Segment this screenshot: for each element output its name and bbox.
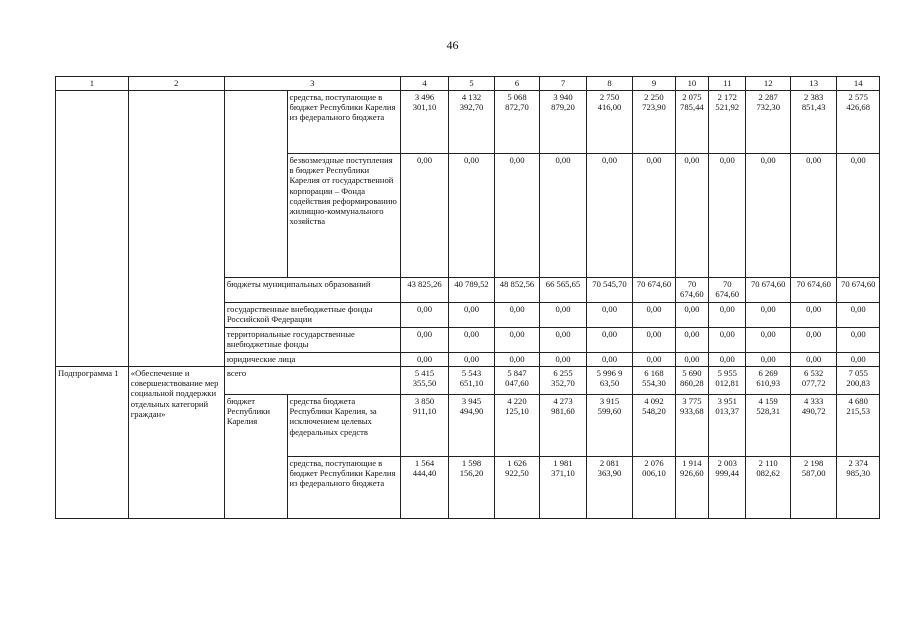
value-cell: 1 981 371,10: [540, 457, 587, 519]
value-cell: 5 996 9 63,50: [586, 367, 633, 395]
value-cell: 5 690 860,28: [675, 367, 708, 395]
value-cell: 1 914 926,60: [675, 457, 708, 519]
value-cell: 0,00: [494, 353, 539, 367]
value-cell: 70 545,70: [586, 278, 633, 303]
table-row: [56, 91, 880, 154]
value-cell: 4 132 392,70: [449, 91, 494, 154]
value-cell: 1 598 156,20: [449, 457, 494, 519]
header-cell: 11: [709, 77, 746, 91]
value-cell: 0,00: [633, 328, 675, 353]
value-cell: 6 269 610,93: [746, 367, 790, 395]
row-label: средства бюджета Республики Карелия, за исключением целевых федеральных средств: [287, 395, 400, 457]
value-cell: 0,00: [400, 353, 449, 367]
subprogram-title: «Обеспечение и совершенствование мер социальной поддержки отдельных категорий граждан»: [128, 367, 224, 519]
value-cell: 0,00: [400, 328, 449, 353]
value-cell: 70 674,60: [633, 278, 675, 303]
value-cell: 5 955 012,81: [709, 367, 746, 395]
value-cell: 0,00: [586, 303, 633, 328]
header-cell: 2: [128, 77, 224, 91]
value-cell: 70 674,60: [709, 278, 746, 303]
value-cell: 0,00: [746, 154, 790, 278]
row-label: государственные внебюджетные фонды Российской Федерации: [224, 303, 400, 328]
value-cell: 0,00: [494, 303, 539, 328]
value-cell: 7 055 200,83: [837, 367, 880, 395]
value-cell: 0,00: [746, 303, 790, 328]
value-cell: 0,00: [790, 303, 837, 328]
value-cell: 0,00: [494, 154, 539, 278]
row-label: юридические лица: [224, 353, 400, 367]
value-cell: 0,00: [586, 328, 633, 353]
value-cell: 0,00: [633, 353, 675, 367]
value-cell: 70 674,60: [837, 278, 880, 303]
value-cell: 48 852,56: [494, 278, 539, 303]
value-cell: 0,00: [837, 303, 880, 328]
empty-cell: [224, 91, 287, 278]
value-cell: 3 945 494,90: [449, 395, 494, 457]
value-cell: 0,00: [675, 303, 708, 328]
value-cell: 2 172 521,92: [709, 91, 746, 154]
header-cell: 10: [675, 77, 708, 91]
header-cell: 4: [400, 77, 449, 91]
value-cell: 2 003 999,44: [709, 457, 746, 519]
header-cell: 14: [837, 77, 880, 91]
value-cell: 0,00: [633, 154, 675, 278]
value-cell: 0,00: [790, 353, 837, 367]
header-cell: 13: [790, 77, 837, 91]
value-cell: 70 674,60: [746, 278, 790, 303]
value-cell: 0,00: [790, 154, 837, 278]
value-cell: 0,00: [494, 328, 539, 353]
value-cell: 2 383 851,43: [790, 91, 837, 154]
value-cell: 0,00: [675, 353, 708, 367]
value-cell: 0,00: [746, 328, 790, 353]
value-cell: 0,00: [540, 303, 587, 328]
value-cell: 4 333 490,72: [790, 395, 837, 457]
value-cell: 6 255 352,70: [540, 367, 587, 395]
row-label: средства, поступающие в бюджет Республики Карелия из федерального бюджета: [287, 457, 400, 519]
row-label: бюджеты муниципальных образований: [224, 278, 400, 303]
empty-cell: [128, 91, 224, 367]
value-cell: 2 075 785,44: [675, 91, 708, 154]
value-cell: 70 674,60: [675, 278, 708, 303]
value-cell: 2 081 363,90: [586, 457, 633, 519]
row-label: всего: [224, 367, 400, 395]
value-cell: 4 092 548,20: [633, 395, 675, 457]
value-cell: 0,00: [709, 328, 746, 353]
value-cell: 2 076 006,10: [633, 457, 675, 519]
value-cell: 1 626 922,50: [494, 457, 539, 519]
value-cell: 4 220 125,10: [494, 395, 539, 457]
value-cell: 2 575 426,68: [837, 91, 880, 154]
budget-table: [55, 76, 880, 519]
value-cell: 5 847 047,60: [494, 367, 539, 395]
value-cell: 0,00: [675, 328, 708, 353]
empty-cell: [56, 91, 129, 367]
value-cell: 3 951 013,37: [709, 395, 746, 457]
header-row: [56, 77, 880, 91]
value-cell: 0,00: [837, 328, 880, 353]
value-cell: 3 940 879,20: [540, 91, 587, 154]
value-cell: 4 159 528,31: [746, 395, 790, 457]
value-cell: 0,00: [746, 353, 790, 367]
header-cell: 5: [449, 77, 494, 91]
value-cell: 70 674,60: [790, 278, 837, 303]
value-cell: 0,00: [709, 154, 746, 278]
value-cell: 0,00: [540, 154, 587, 278]
value-cell: 0,00: [709, 353, 746, 367]
value-cell: 0,00: [449, 328, 494, 353]
value-cell: 43 825,26: [400, 278, 449, 303]
value-cell: 2 374 985,30: [837, 457, 880, 519]
value-cell: 0,00: [837, 353, 880, 367]
table-row: [56, 367, 880, 395]
value-cell: 5 415 355,50: [400, 367, 449, 395]
budget-label: бюджет Республики Карелия: [224, 395, 287, 519]
subprogram-name: Подпрограмма 1: [56, 367, 129, 519]
value-cell: 0,00: [633, 303, 675, 328]
value-cell: 2 250 723,90: [633, 91, 675, 154]
value-cell: 0,00: [400, 154, 449, 278]
value-cell: 4 273 981,60: [540, 395, 587, 457]
row-label: безвозмездные поступления в бюджет Республики Карелия от государственной корпорации – Фонда содействия реформированию жилищно-коммунального хозяйства: [287, 154, 400, 278]
value-cell: 2 110 082,62: [746, 457, 790, 519]
value-cell: 0,00: [540, 353, 587, 367]
value-cell: 0,00: [790, 328, 837, 353]
header-cell: 9: [633, 77, 675, 91]
header-cell: 12: [746, 77, 790, 91]
value-cell: 0,00: [675, 154, 708, 278]
value-cell: 3 775 933,68: [675, 395, 708, 457]
header-cell: 3: [224, 77, 400, 91]
row-label: территориальные государственные внебюджетные фонды: [224, 328, 400, 353]
value-cell: 0,00: [837, 154, 880, 278]
value-cell: 0,00: [449, 154, 494, 278]
value-cell: 0,00: [449, 353, 494, 367]
row-label: средства, поступающие в бюджет Республики Карелия из федерального бюджета: [287, 91, 400, 154]
value-cell: 2 198 587,00: [790, 457, 837, 519]
value-cell: 0,00: [709, 303, 746, 328]
value-cell: 0,00: [540, 328, 587, 353]
value-cell: 40 789,52: [449, 278, 494, 303]
value-cell: 0,00: [586, 154, 633, 278]
value-cell: 0,00: [400, 303, 449, 328]
header-cell: 1: [56, 77, 129, 91]
value-cell: 5 543 651,10: [449, 367, 494, 395]
value-cell: 6 168 554,30: [633, 367, 675, 395]
value-cell: 3 850 911,10: [400, 395, 449, 457]
value-cell: 66 565,65: [540, 278, 587, 303]
header-cell: 7: [540, 77, 587, 91]
value-cell: 5 068 872,70: [494, 91, 539, 154]
value-cell: 2 287 732,30: [746, 91, 790, 154]
header-cell: 8: [586, 77, 633, 91]
header-cell: 6: [494, 77, 539, 91]
value-cell: 3 496 301,10: [400, 91, 449, 154]
value-cell: 1 564 444,40: [400, 457, 449, 519]
value-cell: 0,00: [586, 353, 633, 367]
value-cell: 0,00: [449, 303, 494, 328]
value-cell: 2 750 416,00: [586, 91, 633, 154]
value-cell: 6 532 077,72: [790, 367, 837, 395]
value-cell: 3 915 599,60: [586, 395, 633, 457]
page-number: 46: [446, 38, 459, 52]
value-cell: 4 680 215,53: [837, 395, 880, 457]
